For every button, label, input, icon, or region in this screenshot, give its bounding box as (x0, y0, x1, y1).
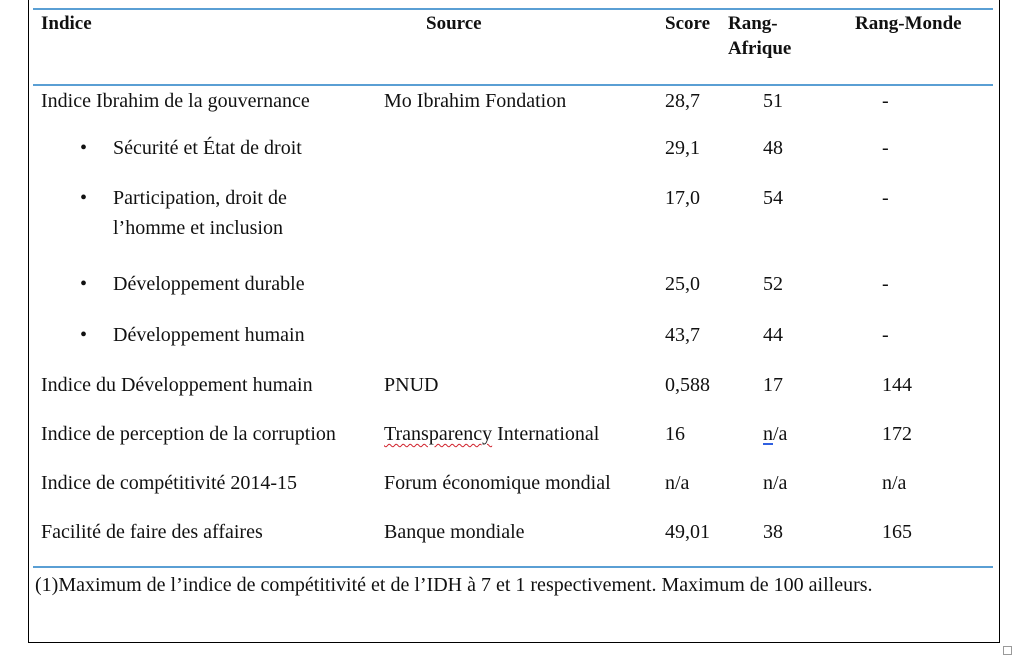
header-rang-monde: Rang-Monde (855, 13, 962, 34)
row-idh-indice: Indice du Développement humain (41, 374, 313, 396)
row-ibrahim-source: Mo Ibrahim Fondation (384, 90, 567, 112)
row-securite-rang-monde: - (882, 137, 889, 159)
row-dev-humain-indice: Développement humain (113, 324, 305, 346)
row-ibrahim-rang-afrique: 51 (763, 90, 783, 112)
row-securite-score: 29,1 (665, 137, 700, 159)
row-idh-source: PNUD (384, 374, 439, 396)
row-corruption-rang-afrique (763, 419, 787, 449)
row-dev-humain-rang-afrique: 44 (763, 324, 783, 346)
row-idh-rang-monde: 144 (882, 374, 912, 396)
row-participation-rang-monde: - (882, 187, 889, 209)
bullet-icon: • (80, 137, 88, 159)
row-competitivite-indice: Indice de compétitivité 2014-15 (41, 472, 298, 494)
row-securite-rang-afrique: 48 (763, 137, 783, 159)
row-ibrahim-indice: Indice Ibrahim de la gouvernance (41, 90, 310, 112)
row-securite-indice: Sécurité et État de droit (113, 137, 302, 159)
row-participation-indice-line2: l’homme et inclusion (113, 217, 283, 239)
row-dev-durable-rang-afrique: 52 (763, 273, 783, 295)
spellcheck-flagged-word[interactable]: Transparency (384, 423, 493, 445)
row-affaires-source: Banque mondiale (384, 521, 525, 543)
row-ibrahim-rang-monde: - (882, 90, 889, 112)
row-affaires-rang-afrique: 38 (763, 521, 783, 543)
row-affaires-indice: Facilité de faire des affaires (41, 521, 263, 543)
table-bottom-rule (33, 566, 993, 568)
header-rang-afrique-line2: Afrique (728, 38, 792, 59)
row-corruption-score: 16 (665, 423, 685, 445)
row-affaires-score: 49,01 (665, 521, 710, 543)
bullet-icon: • (80, 324, 88, 346)
row-corruption-source-rest: International (492, 423, 600, 445)
row-dev-humain-score: 43,7 (665, 324, 700, 346)
row-corruption-source (384, 419, 599, 449)
row-dev-durable-indice: Développement durable (113, 273, 305, 295)
header-indice: Indice (41, 13, 92, 34)
row-dev-durable-rang-monde: - (882, 273, 889, 295)
header-rang-afrique-line1: Rang- (728, 13, 778, 34)
page-corner-handle[interactable] (1003, 646, 1012, 655)
row-competitivite-rang-monde: n/a (882, 472, 907, 494)
header-source: Source (426, 13, 482, 34)
row-idh-rang-afrique: 17 (763, 374, 783, 396)
row-competitivite-source: Forum économique mondial (384, 472, 611, 494)
row-corruption-indice: Indice de perception de la corruption (41, 423, 336, 445)
row-affaires-rang-monde: 165 (882, 521, 912, 543)
row-ibrahim-score: 28,7 (665, 90, 700, 112)
row-corruption-rang-monde: 172 (882, 423, 912, 445)
row-participation-score: 17,0 (665, 187, 700, 209)
grammar-flagged-letter[interactable]: n (763, 423, 773, 445)
table-footnote: (1)Maximum de l’indice de compétitivité et de l’IDH à 7 et 1 respectivement. Maximum de 100 ailleurs. (35, 574, 873, 596)
row-competitivite-rang-afrique: n/a (763, 472, 788, 494)
row-participation-rang-afrique: 54 (763, 187, 783, 209)
row-dev-durable-score: 25,0 (665, 273, 700, 295)
bullet-icon: • (80, 187, 88, 209)
row-competitivite-score: n/a (665, 472, 690, 494)
row-idh-score: 0,588 (665, 374, 710, 396)
row-participation-indice-line1: Participation, droit de (113, 187, 287, 209)
table-top-rule (33, 8, 993, 10)
header-score: Score (665, 13, 711, 34)
row-dev-humain-rang-monde: - (882, 324, 889, 346)
bullet-icon: • (80, 273, 88, 295)
row-corruption-rang-afrique-rest: /a (773, 423, 788, 445)
